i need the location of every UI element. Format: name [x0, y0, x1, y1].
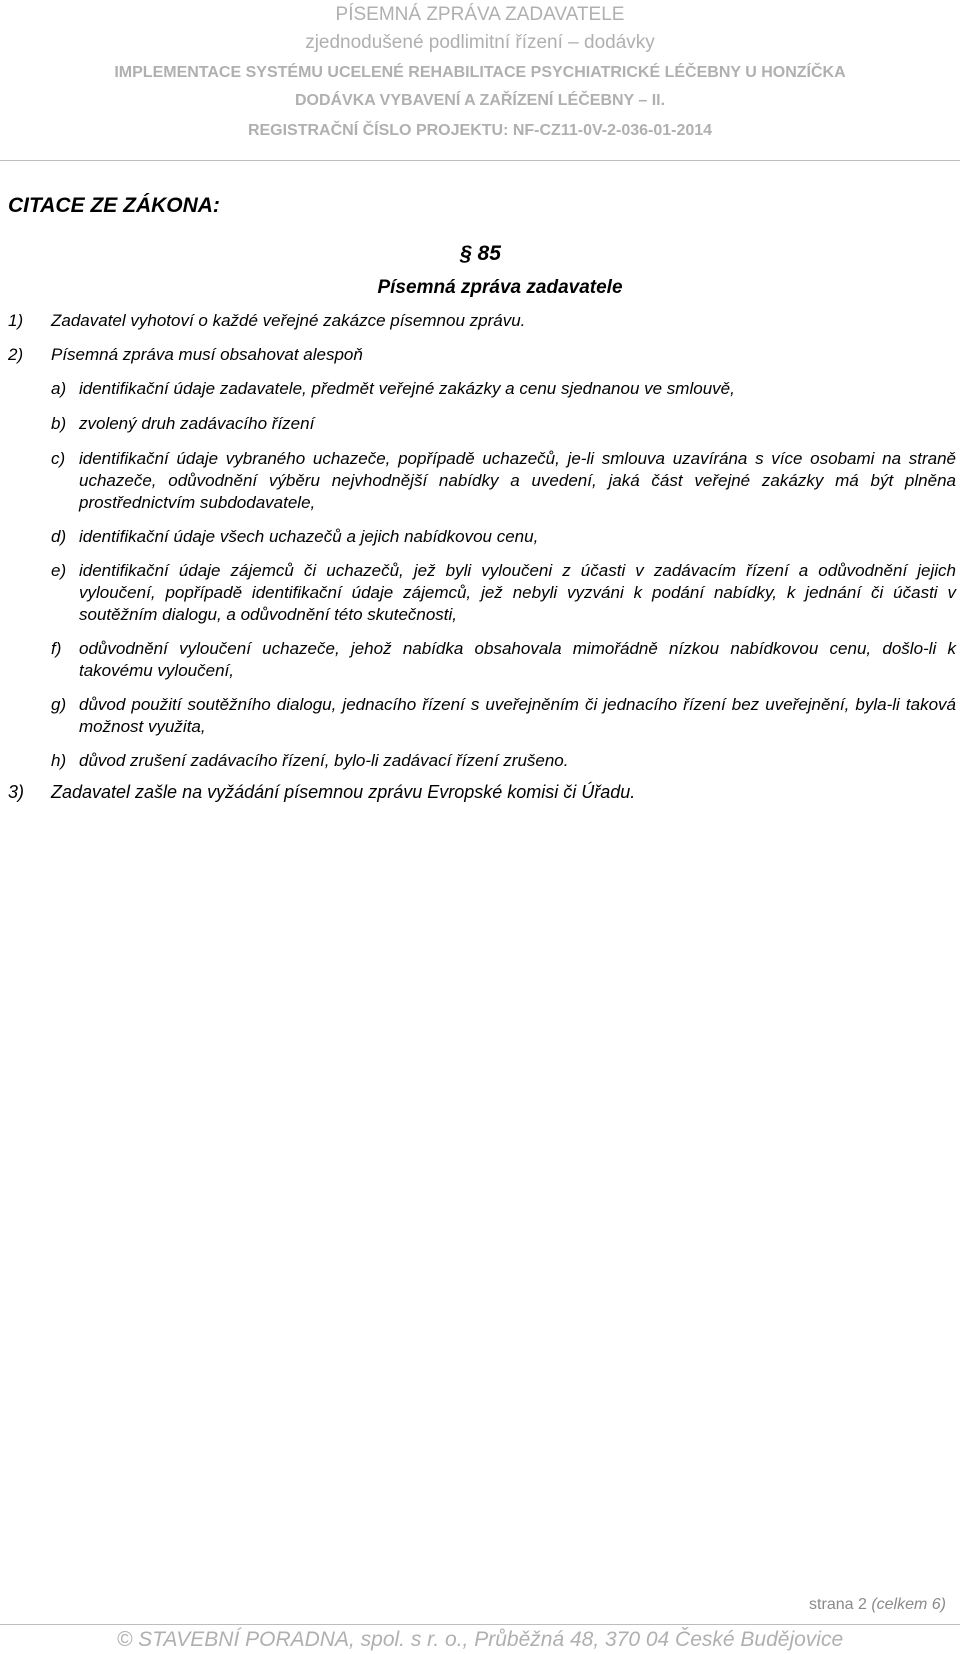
list-subitem — [51, 378, 956, 400]
footer-address: © STAVEBNÍ PORADNA, spol. s r. o., Průběžná 48, 370 04 České Budějovice — [116, 1628, 844, 1651]
subitem-text: identifikační údaje vybraného uchazeče, popřípadě uchazečů, je-li smlouva uzavírána s více osobami na straně uchazeče, odůvodnění výběru nejvhodnější nabídky a uvedení, jaká část veřejné zakázky má být plněna prostřednictvím subdodavatele, — [79, 449, 956, 512]
citation-heading: CITACE ZE ZÁKONA: — [8, 194, 220, 217]
page-total: (celkem 6) — [871, 1596, 946, 1613]
subitem-letter: c) — [51, 449, 66, 468]
item-number: 1) — [8, 311, 24, 330]
list-item — [8, 310, 956, 332]
subitem-text: důvod použití soutěžního dialogu, jednacího řízení s uveřejněním či jednacího řízení bez uveřejnění, byla-li taková možnost využita, — [79, 695, 956, 736]
subitem-letter: d) — [51, 527, 67, 546]
subitem-letter: f) — [51, 639, 62, 658]
page-label: strana 2 — [809, 1596, 867, 1613]
subitem-text: odůvodnění vyloučení uchazeče, jehož nabídka obsahovala mimořádně nízkou nabídkovou cenu, došlo-li k takovému vyloučení, — [79, 639, 956, 680]
header-delivery: DODÁVKA VYBAVENÍ A ZAŘÍZENÍ LÉČEBNY – II. — [294, 92, 666, 109]
header-divider — [0, 160, 960, 161]
list-subitem — [51, 526, 956, 548]
item-text: Zadavatel vyhotoví o každé veřejné zakázce písemnou zprávu. — [51, 311, 526, 330]
page-number — [809, 1596, 946, 1614]
subitem-text: zvolený druh zadávacího řízení — [79, 414, 315, 433]
item-number: 2) — [8, 345, 24, 364]
subitem-letter: e) — [51, 561, 67, 580]
subitem-text: důvod zrušení zadávacího řízení, bylo-li zadávací řízení zrušeno. — [79, 751, 569, 770]
list-subitem — [51, 560, 956, 626]
item-number: 3) — [8, 782, 25, 802]
document-body — [8, 194, 956, 803]
subitem-letter: h) — [51, 751, 67, 770]
list-subitem — [51, 694, 956, 738]
item-text: Písemná zpráva musí obsahovat alespoň — [51, 345, 363, 364]
list-item — [8, 344, 956, 366]
header-registration-number: REGISTRAČNÍ ČÍSLO PROJEKTU: NF-CZ11-0V-2-036-01-2014 — [247, 122, 713, 139]
paragraph-title: Písemná zpráva zadavatele — [377, 277, 623, 298]
header-title: PÍSEMNÁ ZPRÁVA ZADAVATELE — [335, 4, 625, 25]
list-item — [8, 781, 956, 803]
subitem-text: identifikační údaje všech uchazečů a jejich nabídkovou cenu, — [79, 527, 539, 546]
header-procedure: zjednodušené podlimitní řízení – dodávky — [305, 32, 655, 53]
paragraph-symbol: § 85 — [460, 242, 501, 265]
subitem-text: identifikační údaje zájemců či uchazečů, jež byli vyloučeni z účasti v zadávacím řízení a odůvodnění jejich vyloučení, popřípadě identifikační údaje zájemců, jež nebyli vyzváni k podání nabídky, k jednání či účasti v soutěžním dialogu, a odůvodnění této skutečnosti, — [79, 561, 956, 624]
list-subitem — [51, 413, 956, 435]
subitem-letter: g) — [51, 695, 67, 714]
list-subitem — [51, 638, 956, 682]
header-project-name: IMPLEMENTACE SYSTÉMU UCELENÉ REHABILITACE PSYCHIATRICKÉ LÉČEBNY U HONZÍČKA — [114, 64, 846, 81]
subitem-letter: a) — [51, 379, 67, 398]
subitem-text: identifikační údaje zadavatele, předmět veřejné zakázky a cenu sjednanou ve smlouvě, — [79, 379, 735, 398]
list-subitem — [51, 750, 956, 772]
item-text: Zadavatel zašle na vyžádání písemnou zprávu Evropské komisi či Úřadu. — [51, 782, 636, 802]
list-subitem — [51, 448, 956, 514]
subitem-letter: b) — [51, 414, 67, 433]
footer-divider — [0, 1624, 960, 1625]
